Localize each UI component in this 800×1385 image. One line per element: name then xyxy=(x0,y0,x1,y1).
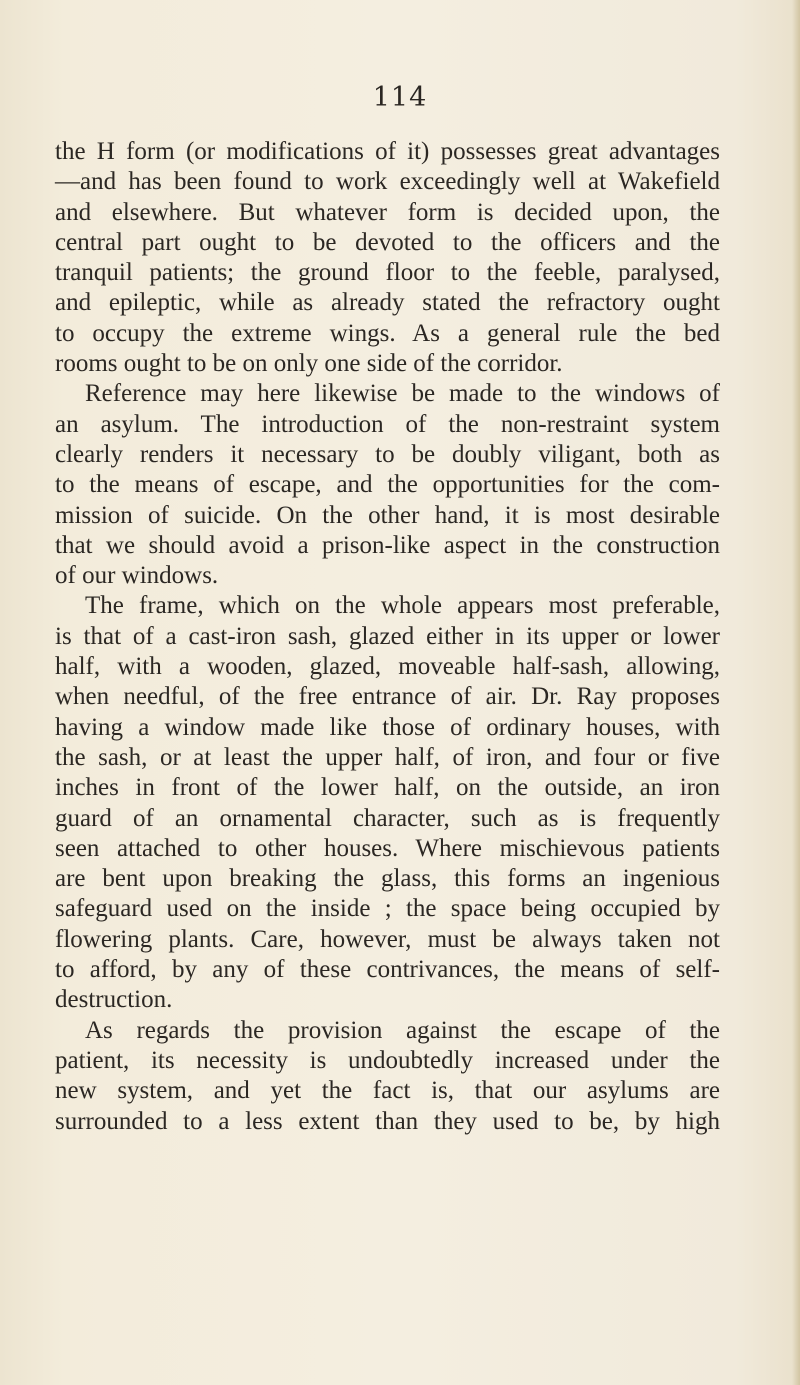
text-line: when needful, of the free entrance of air. Dr. Ray proposes xyxy=(55,683,720,711)
text-line: to afford, by any of these contrivances, the means of self- xyxy=(55,956,720,984)
text-line: new system, and yet the fact is, that our asylums are xyxy=(55,1077,720,1105)
text-line: The frame, which on the whole appears most preferable, xyxy=(85,592,720,620)
text-line: destruction. xyxy=(55,986,173,1014)
text-line: is that of a cast-iron sash, glazed either in its upper or lower xyxy=(55,622,720,650)
text-line: half, with a wooden, glazed, moveable half-sash, allowing, xyxy=(55,653,720,681)
body-text xyxy=(55,137,720,1137)
text-line: and elsewhere. But whatever form is decided upon, the xyxy=(55,198,720,226)
text-line: guard of an ornamental character, such as is frequently xyxy=(55,804,720,832)
text-line: safeguard used on the inside ; the space being occupied by xyxy=(55,895,720,923)
text-line: and epileptic, while as already stated the refractory ought xyxy=(55,289,720,317)
page-number: 114 xyxy=(372,82,428,113)
text-line: surrounded to a less extent than they used to be, by high xyxy=(55,1107,720,1135)
text-line: mission of suicide. On the other hand, it is most desirable xyxy=(55,501,720,529)
text-line: inches in front of the lower half, on the outside, an iron xyxy=(55,774,720,802)
text-line: are bent upon breaking the glass, this forms an ingenious xyxy=(55,865,720,893)
text-line: patient, its necessity is undoubtedly increased under the xyxy=(55,1046,720,1074)
page-edge-shadow xyxy=(792,0,800,1385)
text-line: having a window made like those of ordinary houses, with xyxy=(55,713,720,741)
text-line: that we should avoid a prison-like aspect in the construction xyxy=(55,531,720,559)
text-line: the sash, or at least the upper half, of iron, and four or five xyxy=(55,743,720,771)
text-line: rooms ought to be on only one side of the corridor. xyxy=(55,350,563,378)
text-line: seen attached to other houses. Where mischievous patients xyxy=(55,834,720,862)
text-line: As regards the provision against the escape of the xyxy=(85,1016,720,1044)
text-line: the H form (or modifications of it) possesses great advantages xyxy=(55,138,720,165)
text-line: flowering plants. Care, however, must be always taken not xyxy=(55,925,720,953)
text-line: clearly renders it necessary to be doubly viligant, both as xyxy=(55,440,720,468)
text-line: an asylum. The introduction of the non-restraint system xyxy=(55,410,720,438)
text-line: central part ought to be devoted to the officers and the xyxy=(55,228,720,256)
text-line: tranquil patients; the ground floor to the feeble, paralysed, xyxy=(55,259,720,287)
text-line: to the means of escape, and the opportunities for the com- xyxy=(55,471,720,499)
text-line: Reference may here likewise be made to the windows of xyxy=(85,380,720,408)
text-line: —and has been found to work exceedingly well at Wakefield xyxy=(55,168,720,196)
text-line: to occupy the extreme wings. As a general rule the bed xyxy=(55,319,720,347)
text-line: of our windows. xyxy=(55,562,219,590)
